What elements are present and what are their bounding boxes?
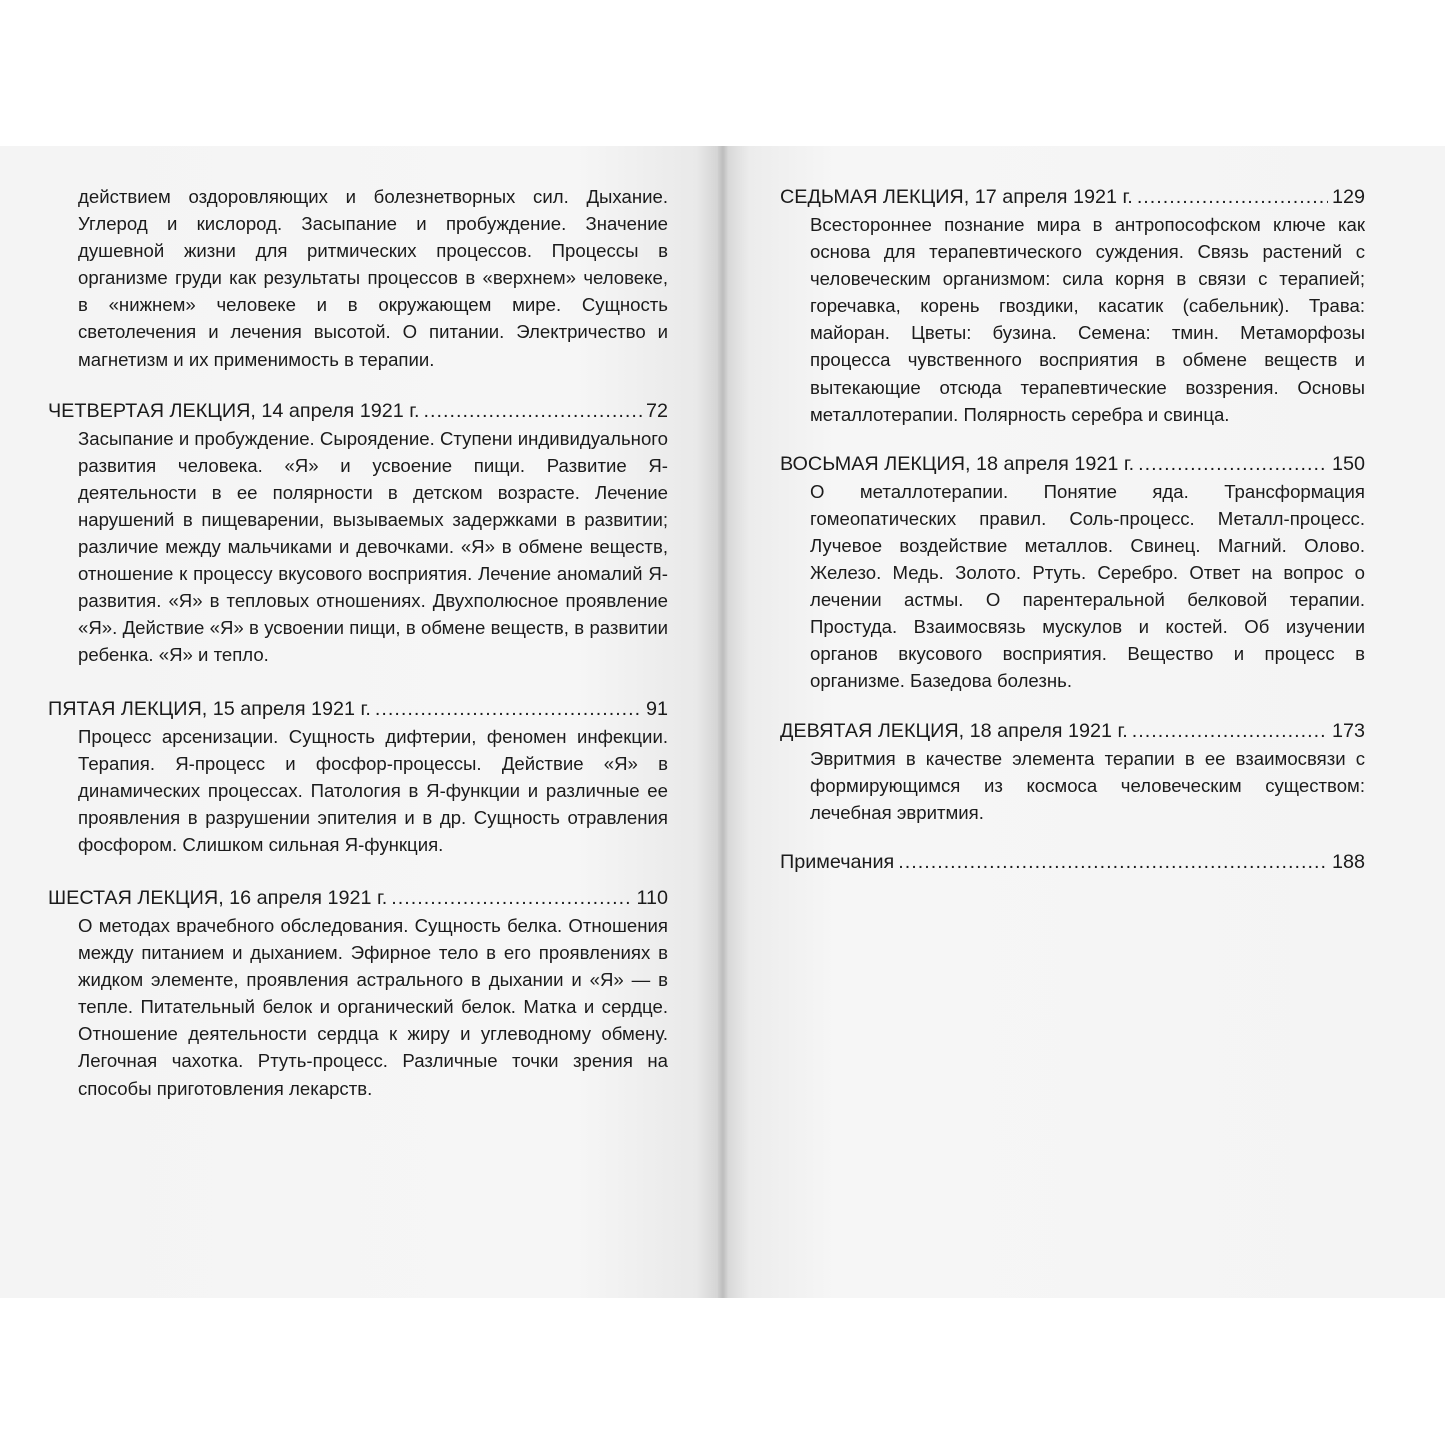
- toc-entry-lecture-4: [48, 397, 668, 669]
- toc-title: ДЕВЯТАЯ ЛЕКЦИЯ, 18 апреля 1921 г.: [780, 719, 1128, 742]
- toc-heading: [48, 695, 668, 723]
- toc-entry-lecture-8: [780, 450, 1365, 695]
- toc-page-number: 91: [645, 697, 668, 720]
- left-page: [0, 146, 718, 1298]
- leader-dots: [898, 848, 1328, 876]
- toc-title: ВОСЬМАЯ ЛЕКЦИЯ, 18 апреля 1921 г.: [780, 452, 1135, 475]
- toc-entry-lecture-7: [780, 183, 1365, 428]
- toc-heading: [780, 450, 1365, 478]
- toc-title: ПЯТАЯ ЛЕКЦИЯ, 15 апреля 1921 г.: [48, 697, 371, 720]
- toc-heading: [48, 884, 668, 912]
- toc-description: О металлотерапии. Понятие яда. Трансформация гомеопатических правил. Соль-процесс. Металл-процесс. Лучевое воздействие металлов. Свинец. Магний. Олово. Железо. Медь. Золото. Ртуть. Серебро. Ответ на вопрос о лечении астмы. О парентеральной белковой терапии. Простуда. Взаимосвязь мускулов и костей. Об изучении органов вкусового восприятия. Вещество и процесс в организме. Базедова болезнь.: [810, 480, 1365, 692]
- toc-entry-lecture-6: [48, 884, 668, 1102]
- leader-dots: [1132, 717, 1328, 745]
- toc-page-number: 150: [1331, 452, 1365, 475]
- toc-page-number: 188: [1331, 850, 1365, 873]
- toc-title: ШЕСТАЯ ЛЕКЦИЯ, 16 апреля 1921 г.: [48, 886, 388, 909]
- right-page: [728, 146, 1445, 1298]
- toc-title: ЧЕТВЕРТАЯ ЛЕКЦИЯ, 14 апреля 1921 г.: [48, 399, 420, 422]
- book-spread: [0, 146, 1445, 1298]
- toc-description: Засыпание и пробуждение. Сыроядение. Ступени индивидуального развития человека. «Я» и усвоение пищи. Развитие Я-деятельности в ее полярности в детском возрасте. Лечение нарушений в пищеварении, вызываемых задержками в развитии; различие между мальчиками и девочками. «Я» в обмене веществ, отношение к процессу вкусового восприятия. Лечение аномалий Я-развития. «Я» в тепловых отношениях. Двухполюсное проявление «Я». Действие «Я» в усвоении пищи, в обмене веществ, в развитии ребенка. «Я» и тепло.: [78, 427, 668, 666]
- toc-description: Всестороннее познание мира в антропософском ключе как основа для терапевтического суждения. Связь растений с человеческим организмом: сила корня в связи с терапией; горечавка, корень гвоздики, касатик (сабельник). Трава: майоран. Цветы: бузина. Семена: тмин. Метаморфозы процесса чувственного восприятия в обмене веществ и вытекающие отсюда терапевтические воззрения. Основы металлотерапии. Полярность серебра и свинца.: [810, 214, 1365, 425]
- continuation-paragraph: действием оздоровляющих и болезнетворных сил. Дыхание. Углерод и кислород. Засыпание и пробуждение. Значение душевной жизни для ритмических процессов. Процессы в организме груди как результаты процессов в «верхнем» человеке, в «нижнем» человеке и в окружающем мире. Сущность светолечения и лечения высотой. О питании. Электричество и магнетизм и их применимость в терапии.: [78, 186, 668, 370]
- toc-title: Примечания: [780, 850, 895, 873]
- leader-dots: [1138, 450, 1328, 478]
- toc-entry-notes: [780, 848, 1365, 876]
- toc-heading: [780, 717, 1365, 745]
- toc-heading: [780, 183, 1365, 211]
- left-column: [48, 183, 668, 1102]
- toc-page-number: 173: [1331, 719, 1365, 742]
- toc-heading: [48, 397, 668, 425]
- toc-page-number: 129: [1331, 186, 1365, 208]
- right-column: [780, 183, 1365, 876]
- toc-description: Процесс арсенизации. Сущность дифтерии, феномен инфекции. Терапия. Я-процесс и фосфор-процессы. Действие «Я» в динамических процессах. Патология в Я-функции и различные ее проявления в разрушении эпителия и в др. Сущность отравления фосфором. Слишком сильная Я-функция.: [78, 725, 668, 855]
- toc-heading: [780, 848, 1365, 876]
- book-gutter: [718, 146, 728, 1298]
- toc-page-number: 72: [645, 399, 668, 422]
- leader-dots: [1137, 183, 1328, 211]
- leader-dots: [375, 695, 642, 723]
- toc-entry-lecture-5: [48, 695, 668, 858]
- toc-description: О методах врачебного обследования. Сущность белка. Отношения между питанием и дыханием. Эфирное тело в его проявлениях в жидком элементе, проявления астрального в дыхании и «Я» — в тепле. Питательный белок и органический белок. Матка и сердце. Отношение деятельности сердца к жиру и углеводному обмену. Легочная чахотка. Ртуть-процесс. Различные точки зрения на способы приготовления лекарств.: [78, 914, 668, 1099]
- toc-entry-lecture-9: [780, 717, 1365, 826]
- toc-description: Эвритмия в качестве элемента терапии в ее взаимосвязи с формирующимся из космоса человеческим существом: лечебная эвритмия.: [810, 747, 1365, 823]
- leader-dots: [391, 884, 632, 912]
- toc-title: СЕДЬМАЯ ЛЕКЦИЯ, 17 апреля 1921 г.: [780, 186, 1133, 208]
- leader-dots: [424, 397, 642, 425]
- toc-page-number: 110: [636, 886, 668, 909]
